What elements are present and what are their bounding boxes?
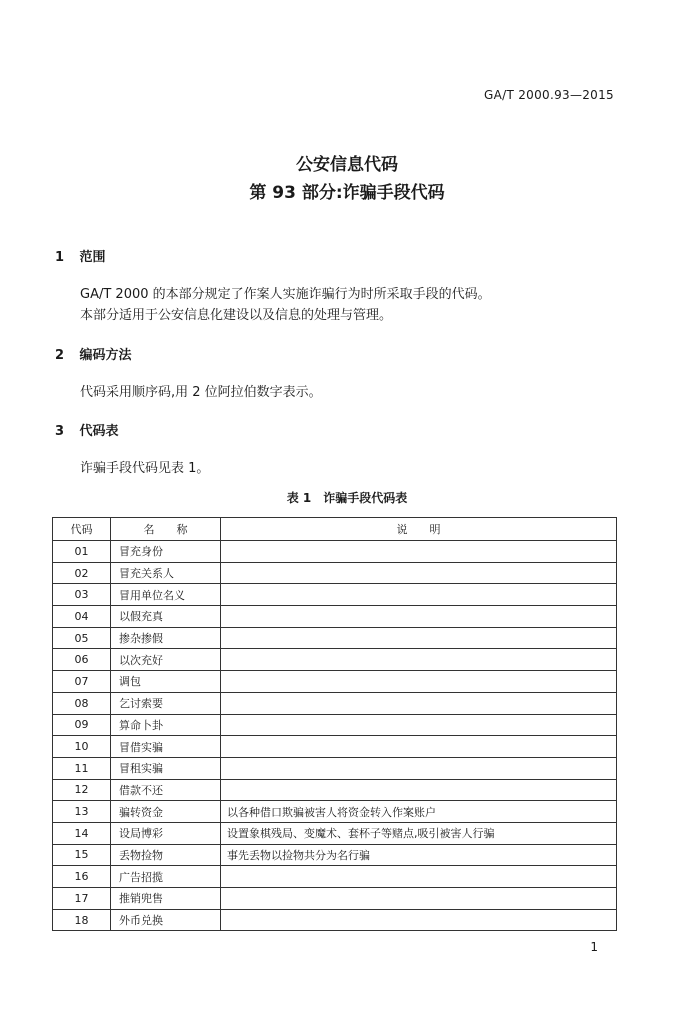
description-cell — [221, 779, 617, 801]
description-cell — [221, 606, 617, 628]
header-code: 代码 — [53, 518, 111, 541]
header-description: 说 明 — [221, 518, 617, 541]
table-row — [53, 736, 617, 758]
table-row — [53, 562, 617, 584]
description-cell — [221, 757, 617, 779]
code-cell: 02 — [53, 562, 111, 584]
section-number: 2 — [55, 348, 65, 363]
description-cell — [221, 649, 617, 671]
code-cell: 13 — [53, 801, 111, 823]
table-row — [53, 822, 617, 844]
name-cell: 冒充关系人 — [111, 562, 221, 584]
description-cell — [221, 627, 617, 649]
code-cell: 04 — [53, 606, 111, 628]
table-row — [53, 909, 617, 931]
page-number: 1 — [590, 940, 598, 954]
table-row — [53, 844, 617, 866]
code-cell: 14 — [53, 822, 111, 844]
table-caption: 表 1 诈骗手段代码表 — [286, 491, 408, 505]
paragraph: 诈骗手段代码见表 1。 — [80, 461, 210, 476]
code-cell: 08 — [53, 692, 111, 714]
paragraph: 本部分适用于公安信息化建设以及信息的处理与管理。 — [80, 308, 393, 323]
name-cell: 设局博彩 — [111, 822, 221, 844]
table-row — [53, 649, 617, 671]
table-row — [53, 888, 617, 910]
table-header-row — [53, 518, 617, 541]
standard-number: GA/T 2000.93—2015 — [484, 88, 614, 102]
name-cell: 外币兑换 — [111, 909, 221, 931]
code-cell: 03 — [53, 584, 111, 606]
section-number: 3 — [55, 424, 65, 439]
table-row — [53, 541, 617, 563]
code-cell: 10 — [53, 736, 111, 758]
document-subtitle: 第 93 部分:诈骗手段代码 — [249, 183, 445, 203]
table-row — [53, 801, 617, 823]
name-cell: 冒用单位名义 — [111, 584, 221, 606]
code-table — [52, 517, 617, 931]
section-title: 编码方法 — [79, 348, 132, 363]
name-cell: 掺杂掺假 — [111, 627, 221, 649]
section-heading-scope — [55, 246, 106, 265]
paragraph: 代码采用顺序码,用 2 位阿拉伯数字表示。 — [80, 385, 322, 400]
description-cell — [221, 714, 617, 736]
description-cell — [221, 671, 617, 693]
document-title: 公安信息代码 — [296, 155, 398, 175]
code-cell: 01 — [53, 541, 111, 563]
section-title: 代码表 — [79, 424, 119, 439]
section-heading-encoding — [55, 344, 132, 363]
name-cell: 冒借实骗 — [111, 736, 221, 758]
description-cell — [221, 888, 617, 910]
table-row — [53, 606, 617, 628]
name-cell: 以次充好 — [111, 649, 221, 671]
code-cell: 07 — [53, 671, 111, 693]
code-cell: 16 — [53, 866, 111, 888]
code-cell: 15 — [53, 844, 111, 866]
section-number: 1 — [55, 250, 65, 265]
description-cell — [221, 692, 617, 714]
name-cell: 广告招揽 — [111, 866, 221, 888]
code-cell: 18 — [53, 909, 111, 931]
table-row — [53, 866, 617, 888]
code-cell: 17 — [53, 888, 111, 910]
description-cell — [221, 562, 617, 584]
section-title: 范围 — [79, 250, 106, 265]
code-cell: 06 — [53, 649, 111, 671]
section-heading-code-table — [55, 420, 119, 439]
name-cell: 以假充真 — [111, 606, 221, 628]
name-cell: 冒租实骗 — [111, 757, 221, 779]
description-cell — [221, 584, 617, 606]
code-cell: 12 — [53, 779, 111, 801]
description-cell: 以各种借口欺骗被害人将资金转入作案账户 — [221, 801, 617, 823]
table-row — [53, 671, 617, 693]
code-cell: 09 — [53, 714, 111, 736]
code-cell: 11 — [53, 757, 111, 779]
table-body — [53, 541, 617, 931]
table-row — [53, 714, 617, 736]
paragraph: GA/T 2000 的本部分规定了作案人实施诈骗行为时所采取手段的代码。 — [80, 287, 491, 302]
table-row — [53, 584, 617, 606]
description-cell — [221, 736, 617, 758]
header-name: 名 称 — [111, 518, 221, 541]
name-cell: 算命卜卦 — [111, 714, 221, 736]
table-row — [53, 692, 617, 714]
table-row — [53, 627, 617, 649]
description-cell: 设置象棋残局、变魔术、套杯子等赌点,吸引被害人行骗 — [221, 822, 617, 844]
name-cell: 乞讨索要 — [111, 692, 221, 714]
name-cell: 调包 — [111, 671, 221, 693]
name-cell: 丢物捡物 — [111, 844, 221, 866]
description-cell — [221, 866, 617, 888]
description-cell: 事先丢物以捡物共分为名行骗 — [221, 844, 617, 866]
description-cell — [221, 541, 617, 563]
description-cell — [221, 909, 617, 931]
code-cell: 05 — [53, 627, 111, 649]
name-cell: 骗转资金 — [111, 801, 221, 823]
table-row — [53, 779, 617, 801]
table-row — [53, 757, 617, 779]
name-cell: 借款不还 — [111, 779, 221, 801]
name-cell: 推销兜售 — [111, 888, 221, 910]
name-cell: 冒充身份 — [111, 541, 221, 563]
